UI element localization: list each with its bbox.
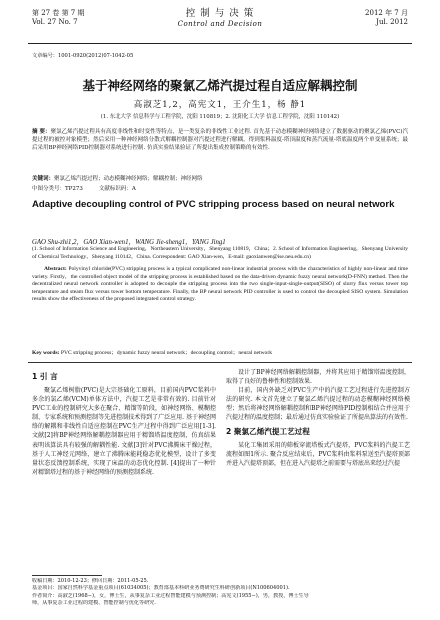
abstract-cn-text: 聚氯乙烯汽提过程具有高度非线性和时变性等特点，是一类复杂的非线性工业过程. 首先基于动态模糊神经网络建立了数据驱动的聚氯乙烯(PVC)汽提过程的被控对象模型；然后采用一种神经网络分散式解耦控制器对汽提过程进行解耦，得到浆料温度-塔顶温度和蒸汽流量-塔底温度两个单变量系统；最后采用BP神经网络PID控制器对系统进行控制. 仿真实验结果验证了所提出集成控制策略的有效性. — [32, 129, 408, 151]
affiliation-cn: (1. 东北大学 信息科学与工程学院，沈阳 110819；2. 沈阳化工大学 信息工程学院，沈阳 110142) — [100, 114, 340, 120]
authors-cn: 高淑芝1,2，高宪文1，王介生1，杨 静1 — [133, 100, 307, 110]
right-paragraph-3: 某化工集团采用的筛板穿流塔板式汽提塔，PVC浆料的汽提工艺流程如图1所示. 聚合反应结束后，PVC浆料由浆料泵送至汽提塔顶部并进入汽提塔顶部，但在进入汽提塔之前需要与塔底出来经过汽提 — [226, 441, 410, 467]
date-en: Jul. 2012 — [376, 18, 408, 26]
journal-name — [28, 8, 412, 30]
keywords-cn-text: 聚氯乙烯汽提过程；动态模糊神经网络；解耦控制；神经网络 — [54, 176, 203, 182]
volume-en: Vol. 27 No. 7 — [32, 18, 78, 26]
section-2-heading: 2 聚氯乙烯汽提工艺过程 — [226, 426, 310, 436]
right-paragraph-1: 设计了BP神经网络解耦控制器，并将其应用于精馏塔温度控制，取得了良好的鲁棒性和控制效果. — [226, 369, 410, 386]
issue-date — [365, 9, 408, 27]
section-1-heading: 1 引 言 — [32, 372, 58, 381]
abstract-cn-label: 摘 要： — [32, 129, 51, 135]
journal-name-cn: 控 制 与 决 策 — [185, 8, 255, 19]
date-cn: 2012 年 7 月 — [365, 9, 408, 17]
title-en: Adaptive decoupling control of PVC stripping process based on neural network — [32, 199, 395, 210]
keywords-cn-label: 关键词： — [32, 176, 55, 182]
footnote-author-bio: 作者简介：高淑芝(1968−)，女，博士生，从事复杂工业过程智能建模与预测控制；高宪文(1955−)，男，教授，博士生导 — [32, 592, 309, 599]
abstract-cn — [32, 128, 408, 152]
right-column — [226, 368, 410, 468]
affiliation-en: (1. School of Information Science and Engineering，Northeastern University，Shenyang 110819，China；2. School of Information Engineering，Shenyang University of Chemical Technology，Shenyang 110142，China. Correspondent: GAO Xian-wen，E-mail: gaoxianwen@ise.neu.edu.cn) — [32, 246, 408, 260]
abstract-en — [32, 266, 408, 304]
footnotes — [32, 578, 408, 608]
footnote-author-bio-cont: 师，从事复杂工业过程的建模、智能控制与优化等研究. — [32, 600, 156, 607]
running-header — [28, 0, 412, 40]
abstract-en-text: Polyvinyl chloride(PVC) stripping process is a typical complicated non-linear industrial process with the characteristics of highly non-linear and time variety. Firstly，the controlled object model of the stripping process is established based on the data-driven dynamic fuzzy neural network(D-FNN) method. Then the decentralized neural network controller is adopted to decouple the stripping process into the two single-input-single-output(SISO) of slurry flux versus tower top temperature and steam flux versus tower bottom temperature. Finally, the BP neural network PID controller is used to control the decoupled SISO system. Simulation results show the effectiveness of the proposed integrated control strategy. — [32, 266, 409, 303]
footnote-funding: 基金项目：国家自然科学基金重点项目(61034005)；教育部基本科研业务费研究生科研创新项目(N100604001). — [32, 585, 290, 592]
left-column — [32, 368, 216, 477]
keywords-en-label: Key words: — [32, 350, 60, 356]
title-cn: 基于神经网络的聚氯乙烯汽提过程自适应解耦控制 — [82, 78, 358, 93]
article-number: 文章编号：1001-0920(2012)07-1042-05 — [32, 53, 134, 59]
keywords-en — [32, 350, 408, 358]
abstract-divider — [28, 362, 412, 363]
right-paragraph-2: 目前，国内外缺乏对PVC生产中的汽提工艺过程进行先进控制方法的研究. 本文首先建立了聚氯乙烯汽提过程的动态模糊神经网络模型；然后将神经网络解耦控制和BP神经网络PID控制相结合并应用于汽提过程的温度控制；最后通过仿真实验验证了所提出算法的有效性. — [226, 387, 410, 422]
footnote-received: 收稿日期：2010-12-23；修回日期：2011-05-25. — [32, 578, 149, 584]
authors-en: GAO Shu-zhi1,2，GAO Xian-wen1，WANG Jie-sheng1，YANG Jing1 — [32, 239, 226, 246]
journal-name-en: Control and Decision — [177, 20, 263, 28]
document-code: 文献标识码：A — [98, 186, 136, 192]
keywords-en-text: PVC stripping process；dynamic fuzzy neural network；decoupling control；neural network — [60, 350, 273, 356]
footnote-divider — [32, 575, 102, 576]
header-divider — [28, 43, 412, 44]
classification-row — [32, 184, 408, 192]
abstract-en-label: Abstract: — [44, 266, 67, 272]
volume-cn: 第 27 卷 第 7 期 — [32, 9, 85, 17]
clc-number: 中图分类号：TP273 — [32, 186, 83, 192]
keywords-cn — [32, 175, 408, 183]
section-1-paragraph: 聚氯乙烯树脂(PVC)是大宗基础化工原料，目前国内PVC浆料中多余的氯乙烯(VCM)单体方法中，汽提工艺是非常有效的. 目前针对PVC工业的控制研究大多在聚合、精馏等阶段，如神经网络、模糊控制、专家系统和预测控制等先进控制技术得到了广泛应用. 基于神经网络的解耦和非线性自适应控制在PVC生产过程中得到广泛应用[1-3]. 文献[2]将BP神经网络解耦控制器应用于精馏塔温度控制，仿真结果表明该算法具有较强的解耦性能. 文献[3]针对PVC沸腾床干燥过程，基于人工神经元网络，建立了沸腾床能耗稳态优化模型，设计了多变量状态反馈控制系统，实现了床温的动态优化控制. [4]提出了一种针对精馏塔过程的基于神经网络的预测控制系统. — [32, 387, 216, 476]
